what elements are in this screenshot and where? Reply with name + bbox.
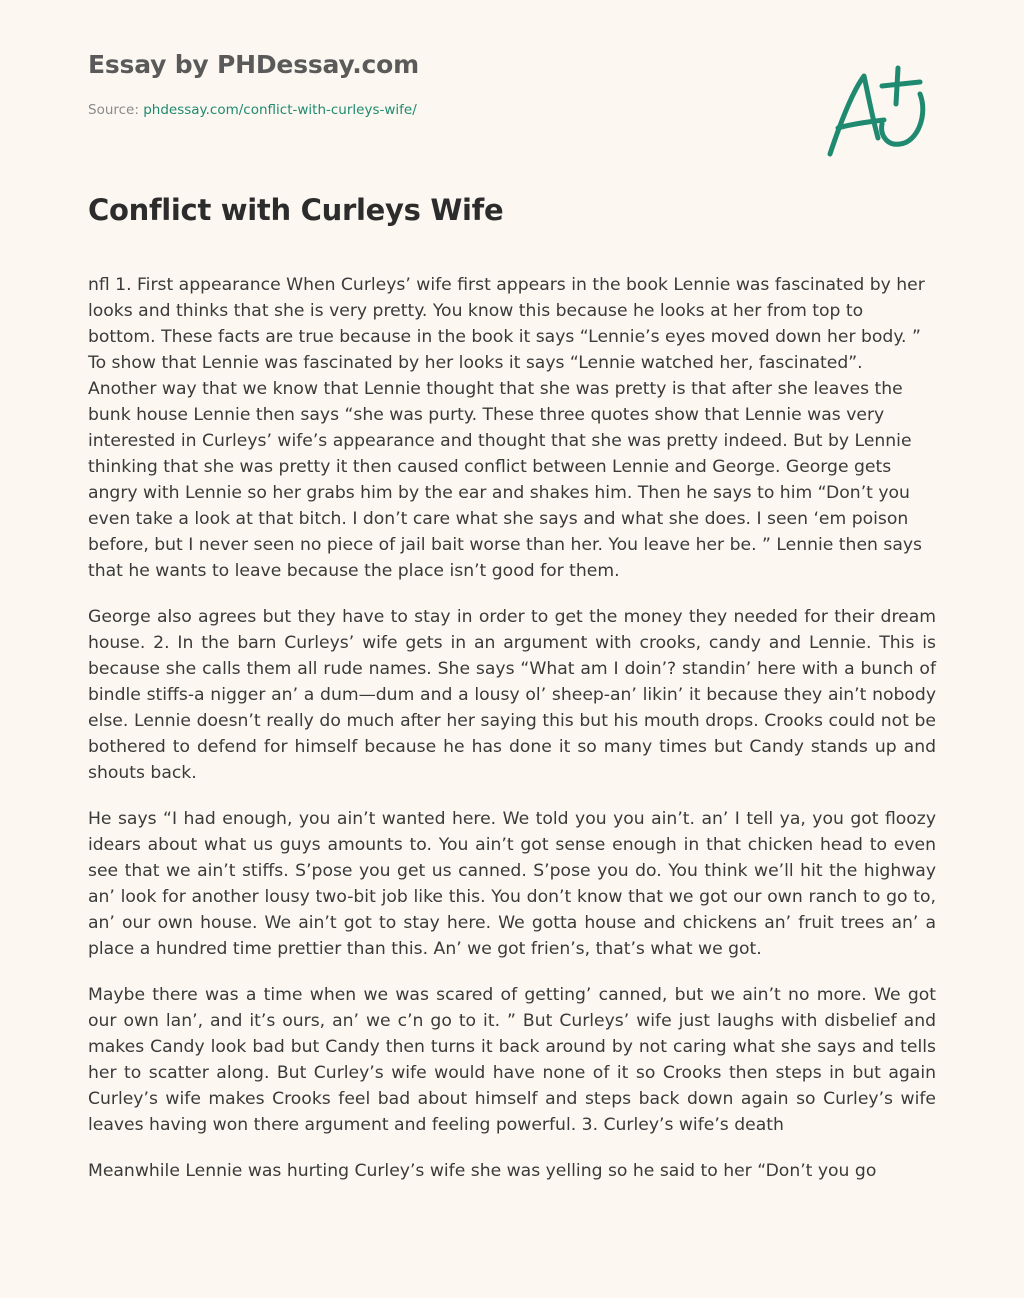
essay-paragraph: George also agrees but they have to stay in order to get the money they needed for their dream house. 2. In the barn Curleys’ wife gets in an argument with crooks, candy and Lennie. This is because she calls them all rude names. She says “What am I doin’? standin’ here with a bunch of bindle stiffs-a nigger an’ a dum—dum and a lousy ol’ sheep-an’ likin’ it because they ain’t nobody else. Lennie doesn’t really do much after her saying this but his mouth drops. Crooks could not be bothered to defend for himself because he has done it so many times but Candy stands up and shouts back. (88, 607, 936, 783)
essay-paragraph: He says “I had enough, you ain’t wanted here. We told you you ain’t. an’ I tell ya, you got floozy idears about what us guys amounts to. You ain’t got sense enough in that chicken head to even see that we ain’t stiffs. S’pose you get us canned. S’pose you do. You think we’ll hit the highway an’ look for another lousy two-bit job like this. You don’t know that we got our own ranch to go to, an’ our own house. We ain’t got to stay here. We gotta house and chickens an’ fruit trees an’ a place a hundred time prettier than this. An’ we got frien’s, that’s what we got. (88, 809, 936, 959)
page-header (88, 48, 788, 120)
essay-title: Conflict with Curleys Wife (88, 193, 504, 227)
source-line (88, 100, 788, 120)
essay-paragraph: Maybe there was a time when we was scared of getting’ canned, but we ain’t no more. We got our own lan’, and it’s ours, an’ we c’n go to it. ” But Curleys’ wife just laughs with disbelief and makes Candy look bad but Candy then turns it back around by not caring what she says and tells her to scatter along. But Curley’s wife would have none of it so Crooks then steps in but again Curley’s wife makes Crooks feel bad about himself and steps back down again so Curley’s wife leaves having won there argument and feeling powerful. 3. Curley’s wife’s death (88, 985, 936, 1135)
essay-body (88, 272, 936, 1204)
essay-paragraph: nfl 1. First appearance When Curleys’ wife first appears in the book Lennie was fascinated by her looks and thinks that she is very pretty. You know this because he looks at her from top to bottom. These facts are true because in the book it says “Lennie’s eyes moved down her body. ” To show that Lennie was fascinated by her looks it says “Lennie watched her, fascinated”. Another way that we know that Lennie thought that she was pretty is that after she leaves the bunk house Lennie then says “she was purty. These three quotes show that Lennie was very interested in Curleys’ wife’s appearance and thought that she was pretty indeed. But by Lennie thinking that she was pretty it then caused conflict between Lennie and George. George gets angry with Lennie so her grabs him by the ear and shakes him. Then he says to him “Don’t you even take a look at that bitch. I don’t care what she says and what she does. I seen ‘em poison before, but I never seen no piece of jail bait worse than her. You leave her be. ” Lennie then says that he wants to leave because the place isn’t good for them. (88, 275, 925, 581)
source-label: Source: (88, 102, 144, 118)
source-link[interactable]: phdessay.com/conflict-with-curleys-wife/ (143, 102, 417, 118)
site-title: Essay by PHDessay.com (88, 50, 419, 79)
essay-paragraph: Meanwhile Lennie was hurting Curley’s wife she was yelling so he said to her “Don’t you go (88, 1161, 877, 1181)
a-plus-logo-icon (822, 64, 932, 164)
